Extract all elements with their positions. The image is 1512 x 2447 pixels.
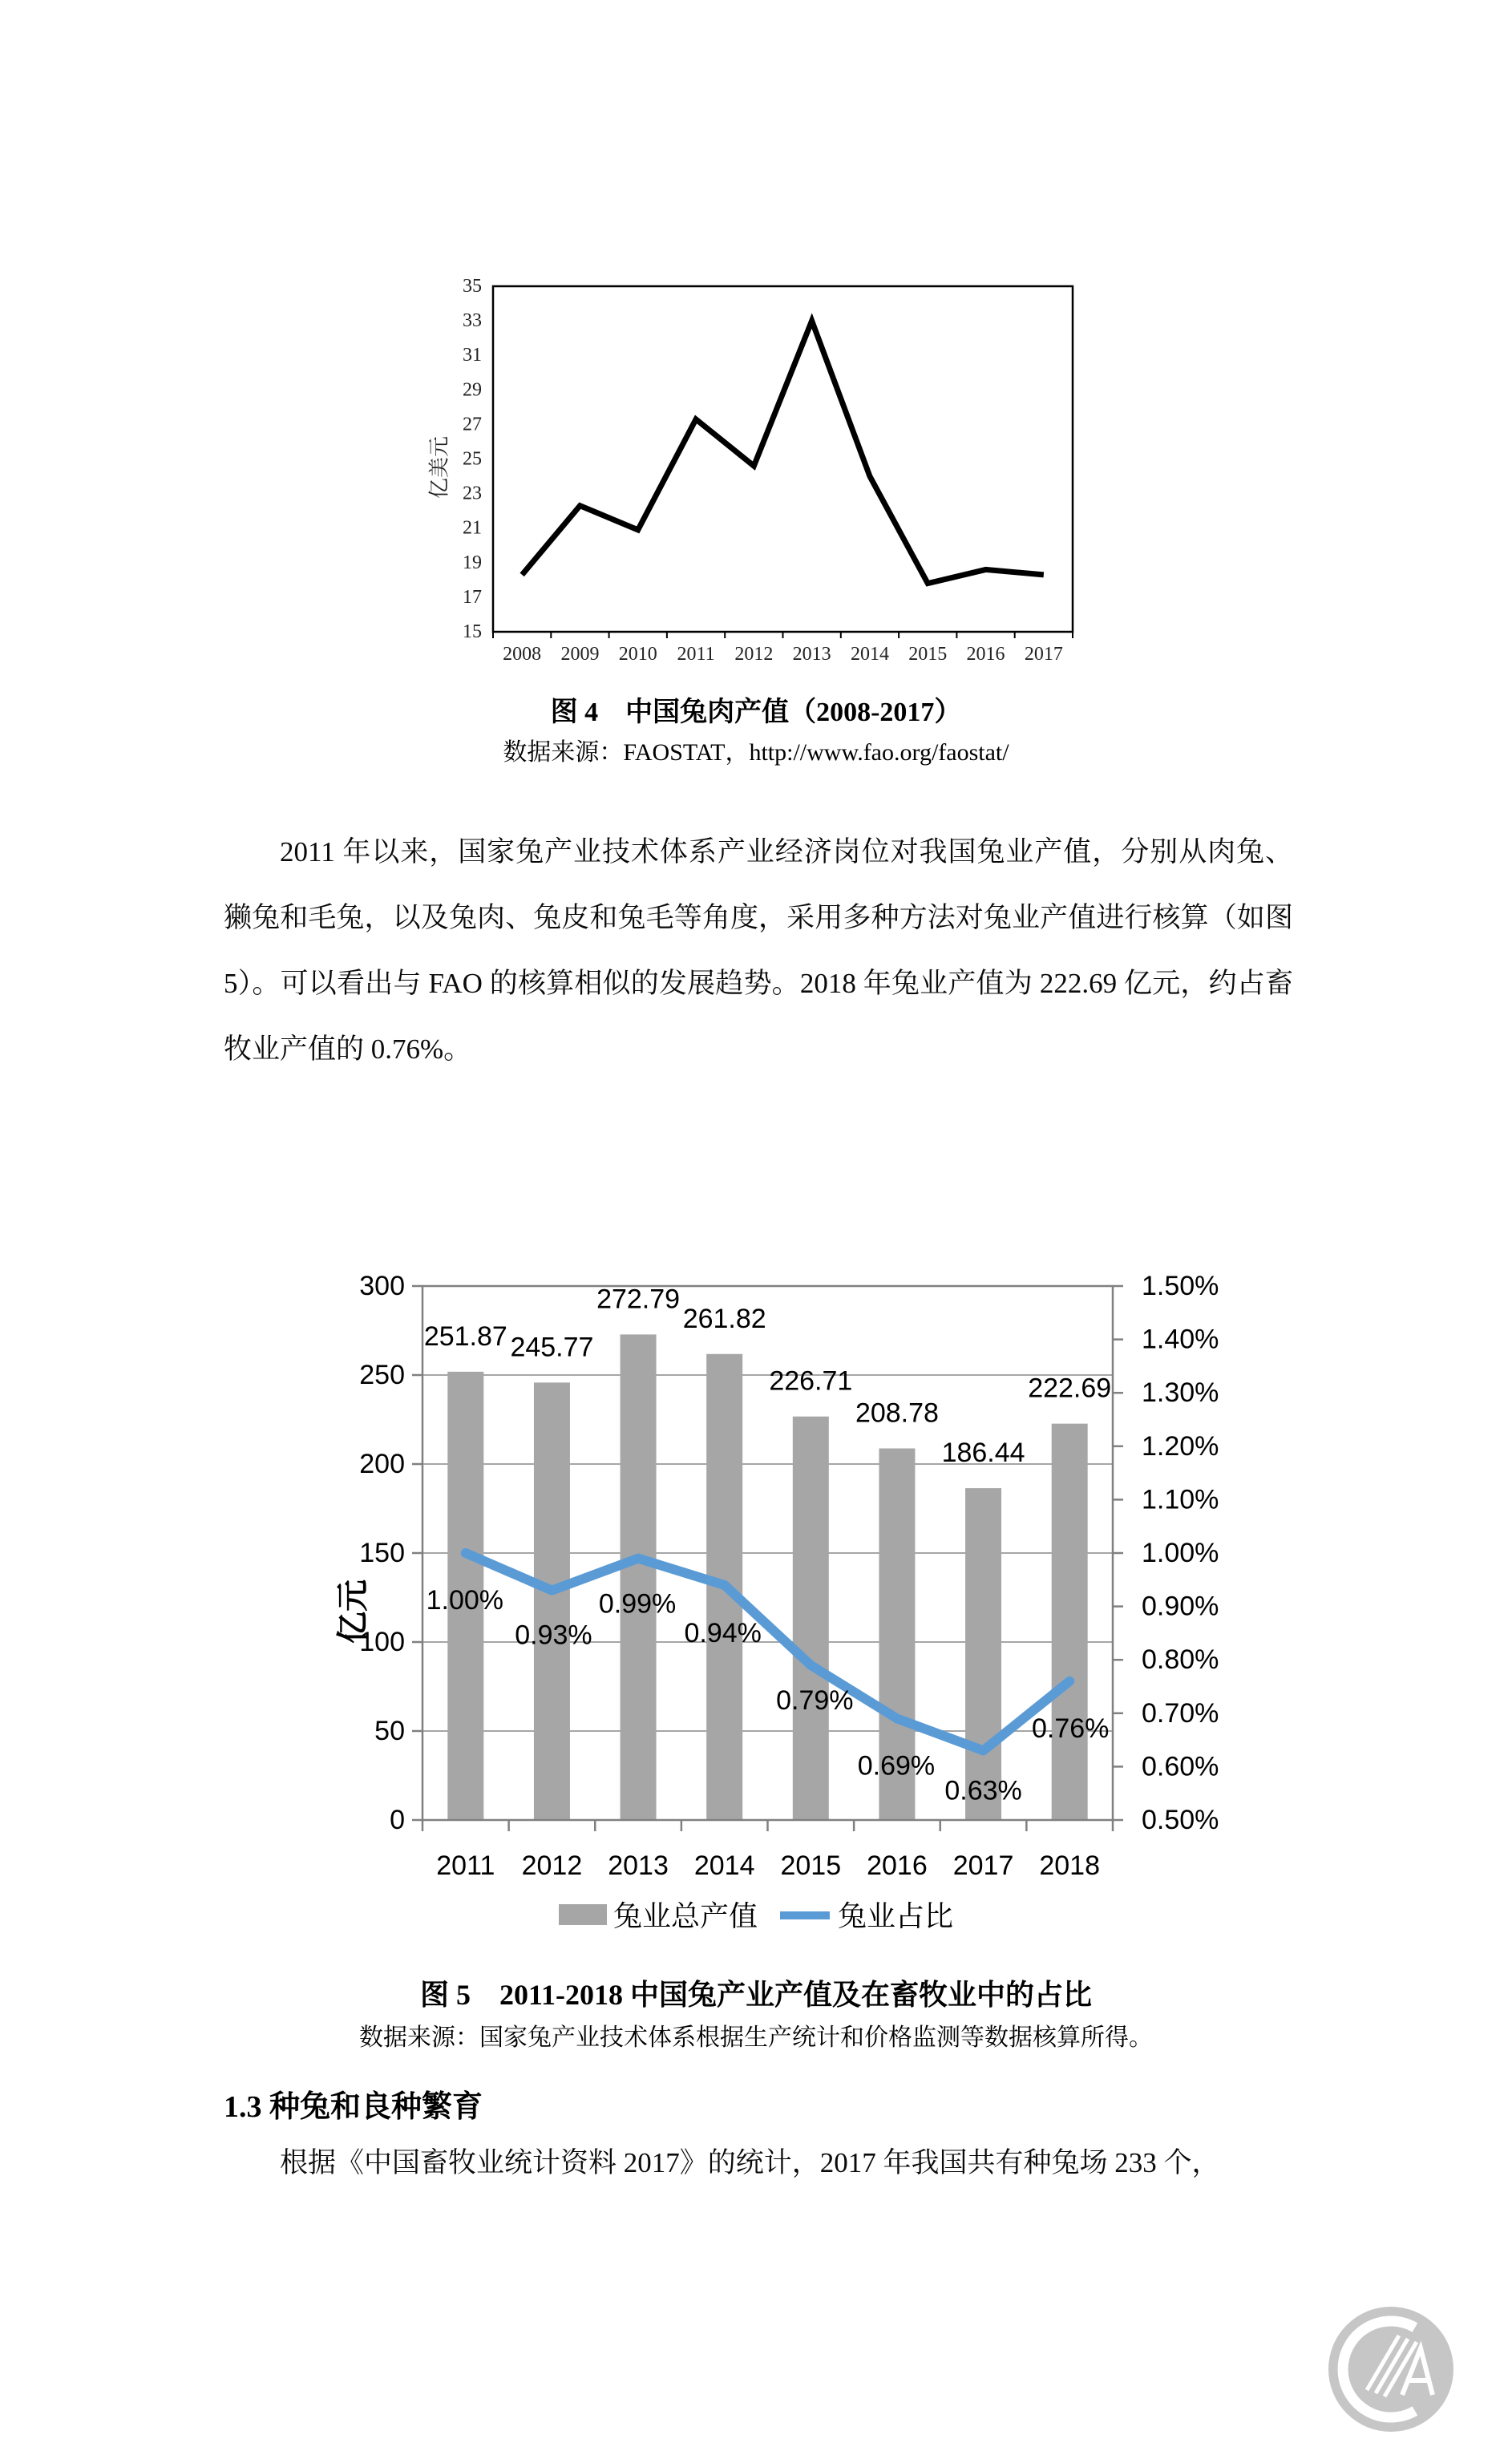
svg-text:1.00%: 1.00%: [426, 1585, 504, 1616]
svg-text:0.69%: 0.69%: [857, 1750, 936, 1782]
svg-text:2017: 2017: [952, 1850, 1014, 1881]
figure4-source: 数据来源：FAOSTAT，http://www.fao.org/faostat/: [503, 739, 1009, 766]
svg-text:15: 15: [463, 621, 482, 642]
svg-text:31: 31: [463, 345, 482, 366]
svg-text:1.00%: 1.00%: [1142, 1538, 1219, 1568]
svg-text:1.40%: 1.40%: [1142, 1324, 1219, 1355]
svg-text:0: 0: [390, 1805, 405, 1835]
svg-text:50: 50: [374, 1716, 405, 1746]
svg-text:1.50%: 1.50%: [1142, 1271, 1219, 1301]
svg-text:0.76%: 0.76%: [1031, 1713, 1110, 1744]
svg-text:33: 33: [463, 310, 482, 332]
svg-text:226.71: 226.71: [769, 1365, 853, 1397]
section-heading-1-3: 1.3 种兔和良种繁育: [224, 2090, 483, 2124]
svg-text:2016: 2016: [867, 1850, 928, 1881]
svg-text:222.69: 222.69: [1028, 1373, 1112, 1404]
svg-text:2016: 2016: [966, 644, 1005, 665]
svg-text:150: 150: [359, 1538, 405, 1568]
figure5-source: 数据来源：国家兔产业技术体系根据生产统计和价格监测等数据核算所得。: [359, 2024, 1153, 2051]
svg-text:0.50%: 0.50%: [1142, 1805, 1219, 1835]
figure5-chart: [305, 1251, 1251, 1940]
svg-text:亿元: 亿元: [334, 1579, 371, 1644]
svg-text:27: 27: [463, 414, 482, 435]
svg-text:0.63%: 0.63%: [944, 1775, 1022, 1806]
figure4-chart: [321, 257, 1122, 694]
svg-text:23: 23: [463, 483, 482, 504]
svg-text:0.70%: 0.70%: [1142, 1697, 1219, 1729]
svg-text:186.44: 186.44: [941, 1438, 1025, 1469]
svg-text:208.78: 208.78: [855, 1397, 939, 1429]
figure4-line-chart-svg: [321, 257, 1122, 694]
svg-text:0.93%: 0.93%: [515, 1620, 592, 1651]
svg-text:200: 200: [359, 1449, 405, 1479]
svg-text:2015: 2015: [908, 644, 948, 665]
svg-text:0.99%: 0.99%: [598, 1588, 677, 1620]
svg-text:1.30%: 1.30%: [1142, 1377, 1219, 1409]
svg-text:2014: 2014: [850, 644, 889, 665]
figure5-combo-chart-svg: [305, 1251, 1251, 1940]
svg-text:2017: 2017: [1024, 644, 1063, 665]
svg-text:1.10%: 1.10%: [1142, 1484, 1219, 1515]
svg-text:2012: 2012: [521, 1850, 583, 1881]
svg-text:35: 35: [463, 276, 482, 297]
svg-text:245.77: 245.77: [510, 1332, 594, 1363]
svg-text:亿美元: 亿美元: [427, 435, 451, 500]
svg-text:2010: 2010: [618, 644, 657, 665]
svg-text:2014: 2014: [693, 1850, 755, 1881]
figure4-caption: 图 4 中国兔肉产值（2008-2017）: [550, 698, 962, 727]
svg-text:250: 250: [359, 1360, 405, 1390]
body-paragraph-2: 根据《中国畜牧业统计资料 2017》的统计，2017 年我国共有种兔场 233 个，: [280, 2147, 1220, 2178]
svg-text:2009: 2009: [560, 644, 600, 665]
svg-text:0.80%: 0.80%: [1142, 1644, 1219, 1676]
svg-text:兔业总产值: 兔业总产值: [613, 1900, 758, 1932]
watermark-logo: [1325, 2303, 1457, 2435]
svg-text:0.60%: 0.60%: [1142, 1751, 1219, 1782]
svg-text:29: 29: [463, 379, 482, 401]
svg-text:2011: 2011: [436, 1850, 495, 1881]
svg-text:2012: 2012: [734, 644, 774, 665]
svg-text:2015: 2015: [780, 1850, 842, 1881]
svg-text:2011: 2011: [677, 644, 715, 665]
svg-text:0.94%: 0.94%: [684, 1617, 762, 1648]
svg-text:25: 25: [463, 448, 482, 470]
svg-text:21: 21: [463, 517, 482, 539]
svg-text:261.82: 261.82: [682, 1303, 766, 1334]
svg-text:0.79%: 0.79%: [776, 1685, 854, 1716]
body-paragraph-1: 2011 年以来，国家兔产业技术体系产业经济岗位对我国兔业产值，分别从肉兔、獭兔和毛兔，以及兔肉、兔皮和兔毛等角度，采用多种方法对兔业产值进行核算（如图 5）。可以看出与 FAO 的核算相似的发展趋势。2018 年兔业产值为 222.69 亿元，约占畜牧业产值的 0.76%。: [224, 836, 1293, 1065]
svg-text:兔业占比: 兔业占比: [838, 1900, 954, 1932]
svg-text:0.90%: 0.90%: [1142, 1591, 1219, 1622]
svg-text:2013: 2013: [608, 1850, 669, 1881]
svg-text:19: 19: [463, 552, 482, 573]
figure5-caption: 图 5 2011-2018 中国兔产业产值及在畜牧业中的占比: [419, 1979, 1092, 2011]
svg-text:2008: 2008: [503, 644, 542, 665]
svg-text:100: 100: [359, 1627, 405, 1657]
svg-text:2018: 2018: [1039, 1850, 1101, 1881]
svg-text:300: 300: [359, 1271, 405, 1301]
svg-text:251.87: 251.87: [423, 1321, 507, 1352]
svg-text:2013: 2013: [792, 644, 831, 665]
svg-text:17: 17: [463, 586, 482, 608]
svg-text:272.79: 272.79: [596, 1284, 681, 1315]
svg-text:1.20%: 1.20%: [1142, 1430, 1219, 1462]
